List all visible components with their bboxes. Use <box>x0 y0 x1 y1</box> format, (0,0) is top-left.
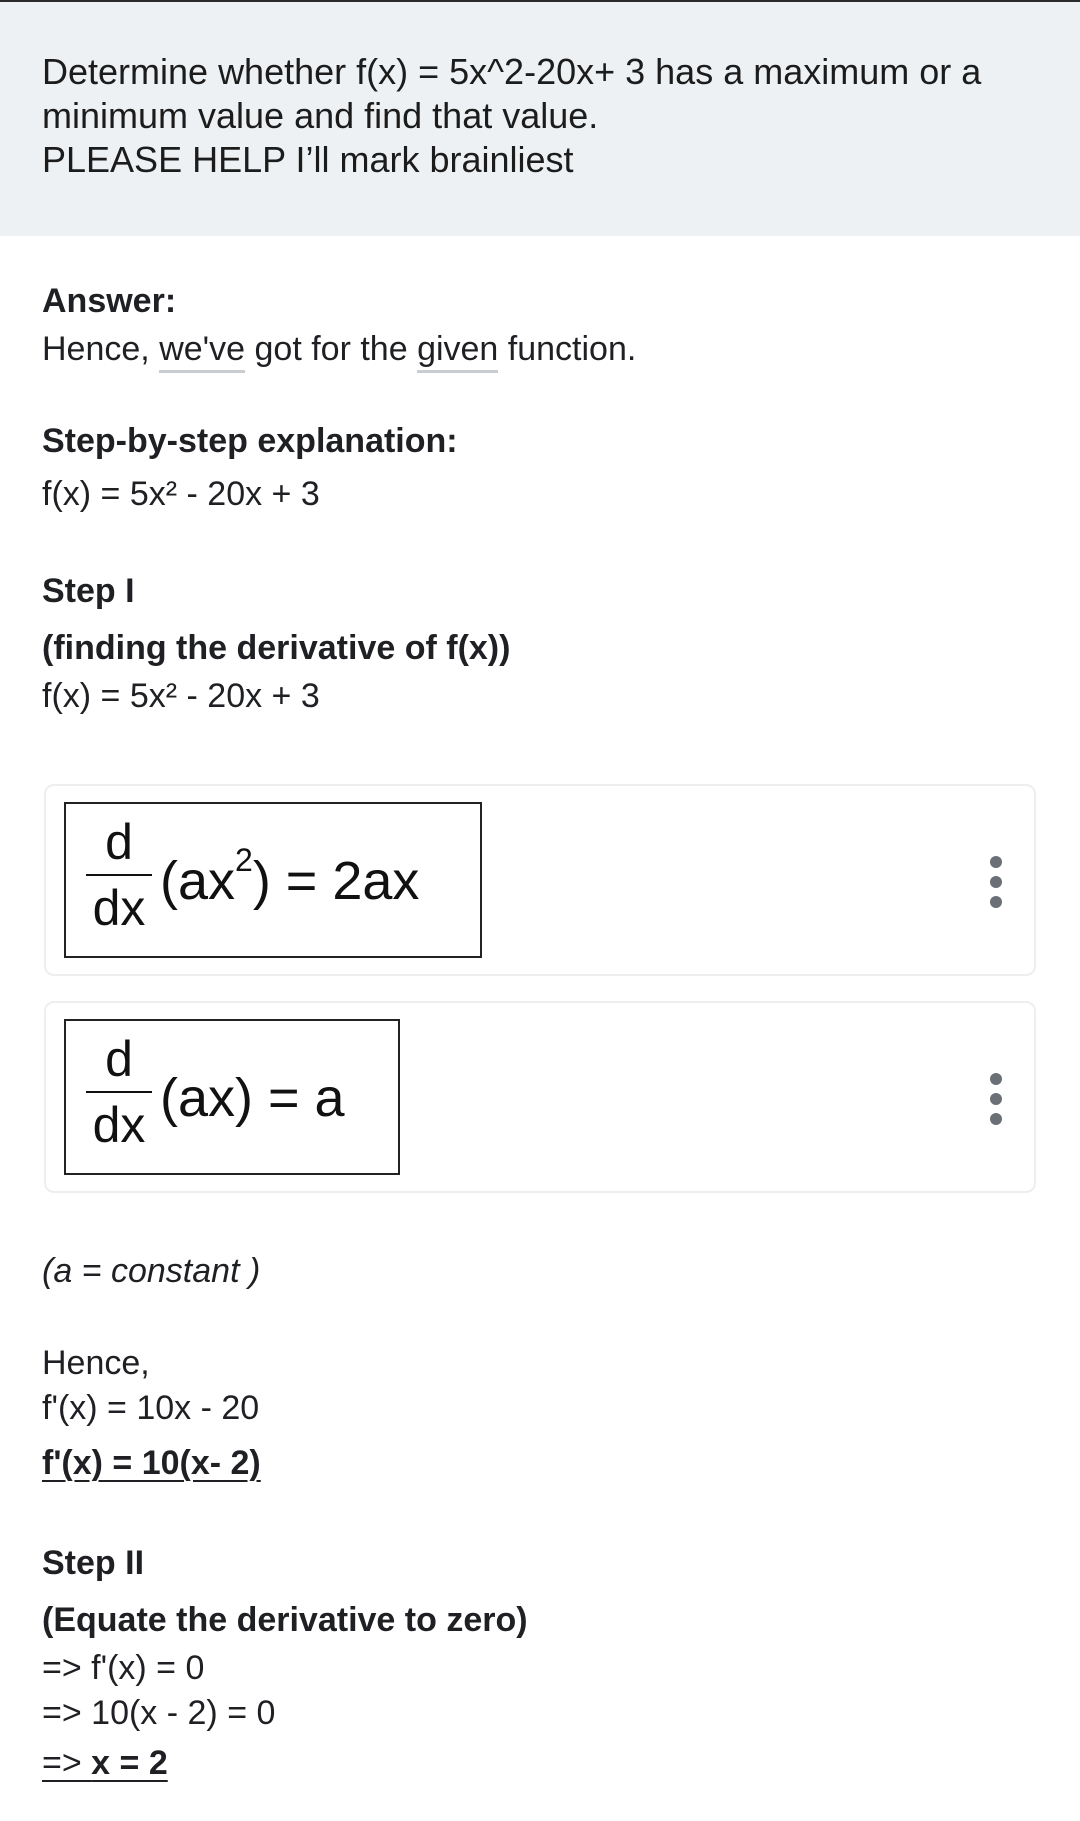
answer-text-before: Hence, <box>42 330 160 368</box>
formula-card-2 <box>44 1001 1036 1193</box>
frac-numerator: d <box>105 1031 133 1087</box>
step2-line-3 <box>42 1742 168 1784</box>
formula-expression <box>160 842 420 914</box>
formula-rhs: ) = 2ax <box>252 851 420 911</box>
frac-numerator: d <box>105 814 133 870</box>
step1-function: f(x) = 5x² - 20x + 3 <box>42 677 320 715</box>
step2-title: Step II <box>42 1544 145 1582</box>
explanation-function: f(x) = 5x² - 20x + 3 <box>42 475 320 513</box>
formula-expression: (ax) = a <box>160 1068 345 1128</box>
hence-label: Hence, <box>42 1344 150 1382</box>
frac-denominator: dx <box>92 1097 146 1153</box>
answer-heading: Answer: <box>42 282 177 320</box>
frac-bar <box>86 874 152 876</box>
step2-subtitle: (Equate the derivative to zero) <box>42 1601 528 1639</box>
step2-line-1: => f'(x) = 0 <box>42 1649 205 1687</box>
derivative-rule-linear <box>64 1019 400 1175</box>
question-panel <box>0 2 1080 236</box>
frac-denominator: dx <box>92 880 146 936</box>
question-line-2: minimum value and find that value. <box>42 95 599 136</box>
step2-line-2: => 10(x - 2) = 0 <box>42 1694 276 1732</box>
formula-card-1 <box>44 784 1036 976</box>
frac-bar <box>86 1091 152 1093</box>
answer-word-weve: we've <box>159 330 245 373</box>
answer-word-given: given <box>417 330 498 373</box>
answer-text-after: function. <box>498 330 637 368</box>
derivative-line: f'(x) = 10x - 20 <box>42 1389 260 1427</box>
explanation-heading: Step-by-step explanation: <box>42 422 458 460</box>
step2-line-3-prefix: => <box>42 1744 92 1782</box>
answer-text <box>42 328 636 370</box>
derivative-rule-power <box>64 802 482 958</box>
question-line-1: Determine whether f(x) = 5x^2-20x+ 3 has a maximum or a <box>42 51 982 92</box>
derivative-factored: f'(x) = 10(x- 2) <box>42 1444 261 1482</box>
step1-subtitle: (finding the derivative of f(x)) <box>42 629 511 667</box>
formula-exponent: 2 <box>235 842 253 878</box>
more-options-icon[interactable] <box>990 1073 1004 1133</box>
constant-note: (a = constant ) <box>42 1252 261 1290</box>
d-dx-fraction <box>86 1029 152 1155</box>
d-dx-fraction <box>86 812 152 938</box>
question-line-3: PLEASE HELP I’ll mark brainliest <box>42 139 574 180</box>
step1-title: Step I <box>42 572 135 610</box>
solution-value: x = 2 <box>91 1744 168 1782</box>
answer-text-mid: got for the <box>245 330 418 368</box>
formula-lhs: (ax <box>160 851 236 911</box>
more-options-icon[interactable] <box>990 856 1004 916</box>
